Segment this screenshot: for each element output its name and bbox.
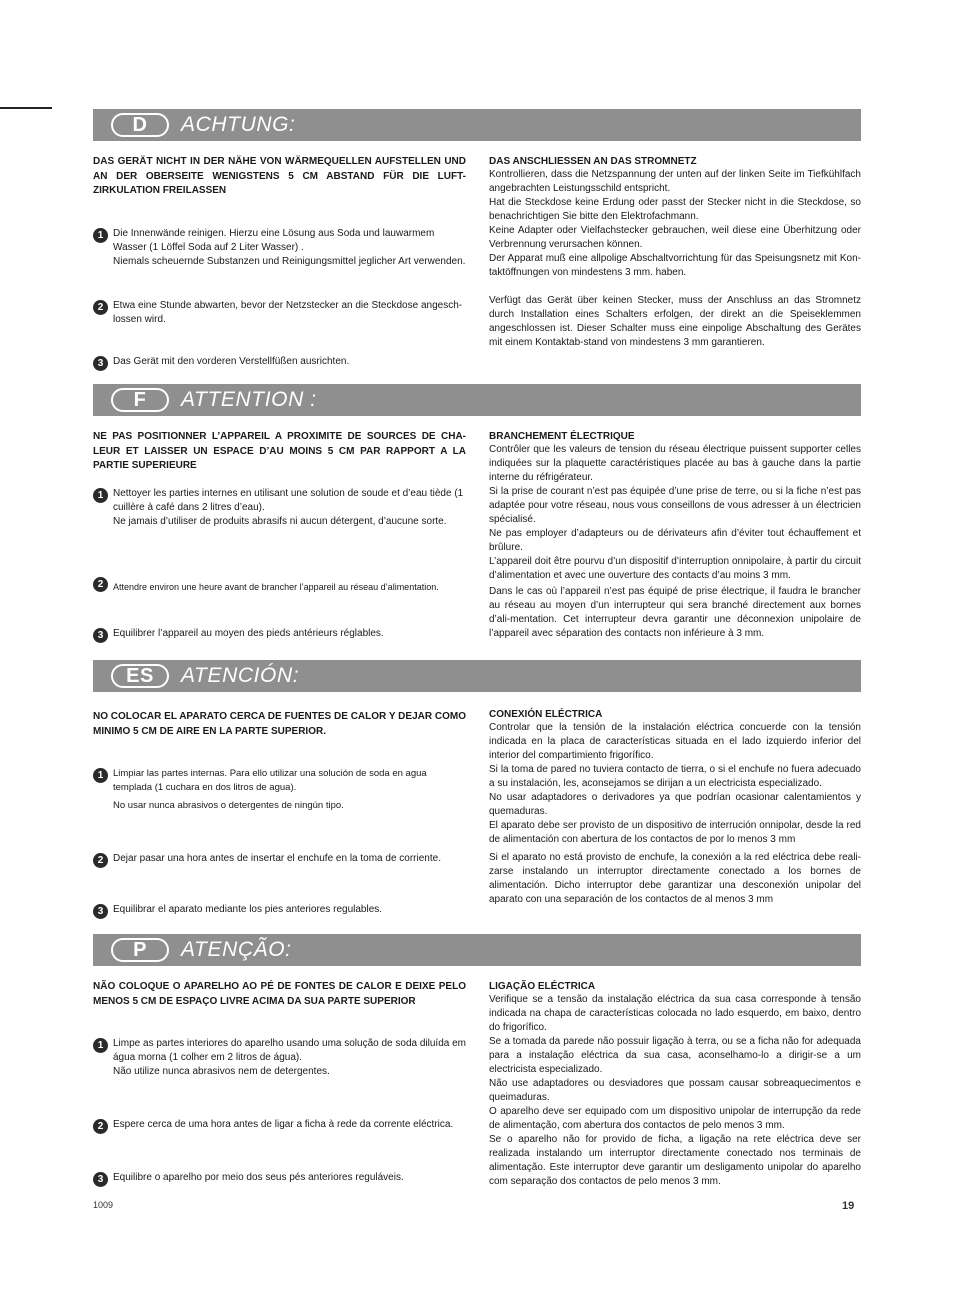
section-header-band	[93, 660, 861, 692]
electrical-paragraph-extra: Se o aparelho não for provido de ficha, a ligação na rete eléctrica deve ser realizada instalando um interruptor directamente conectado nos terminais de alimentação. Este interruptor deve garantir um desligamento unipolar do aparelho com separação dos contactos de pelo menos 3 mm.	[489, 1134, 861, 1187]
step-number: 1	[93, 488, 108, 503]
step-number: 2	[93, 577, 108, 592]
electrical-paragraph-extra: Dans le cas où l’appareil n’est pas équipé de prise électrique, il faudra le brancher au réseau au moyen d’un interrupteur qui sera branché directement aux bornes d’ali-mentation. Cet interrupteur devra garantir une déconnexion unipolaire de l’appareil avec séparation des contacts non inférieure à 3 mm.	[489, 586, 861, 639]
page-number: 19	[842, 1200, 855, 1212]
step-text: Die Innenwände reinigen. Hierzu eine Lösung aus Soda und lauwarmem Wasser (1 Löffel Soda auf 2 Liter Wasser) .	[113, 228, 435, 253]
language-badge: ES	[111, 664, 169, 688]
language-badge: P	[111, 938, 169, 962]
step-text: Etwa eine Stunde abwarten, bevor der Netzstecker an die Steckdose angesch-lossen wird.	[113, 300, 463, 325]
step-text: Espere cerca de uma hora antes de ligar a ficha à rede da corrente eléctrica.	[113, 1119, 454, 1130]
step-2	[93, 852, 466, 866]
electrical-paragraph: Se a tomada da parede não possuir ligação à terra, ou se a ficha não for adequada para a instalação eléctrica da sua casa, aconselhamo-lo a dirigir-se a um electricista especializado.	[489, 1036, 861, 1075]
step-1	[93, 1037, 466, 1079]
step-number: 2	[93, 300, 108, 315]
electrical-paragraph: Der Apparat muß eine allpolige Abschaltvorrichtung für das Speisungsnetz mit Kon-taktöffnungen von mindestens 3 mm. haben.	[489, 253, 861, 278]
lead-warning: DAS GERÄT NICHT IN DER NÄHE VON WÄRMEQUELLEN AUFSTELLEN UND AN DER OBERSEITE WENIGSTENS 5 CM ABSTAND FÜR DIE LUFT-ZIRKULATION FREILASSEN	[93, 156, 466, 196]
electrical-paragraph: Hat die Steckdose keine Erdung oder passt der Stecker nicht in die Steckdose, so benachrichtigen Sie bitte den Elektrofachmann.	[489, 197, 861, 222]
electrical-paragraph: Contrôler que les valeurs de tension du réseau électrique puissent supporter celles indiquées sur la plaquette caractéristiques placée au bas à gauche dans la partie interne du réfrigérateur.	[489, 444, 861, 483]
step-number: 3	[93, 1172, 108, 1187]
step-1	[93, 767, 466, 813]
step-3	[93, 355, 466, 369]
electrical-paragraph: Verifique se a tensão da instalação eléctrica da sua casa corresponde à tensão indicada na chapa de características colocada no lado esquerdo, em baixo, dentro do frigorífico.	[489, 994, 861, 1033]
step-3	[93, 903, 466, 917]
electrical-paragraph: Não use adaptadores ou desviadores que possam causar sobreaquecimentos e queimaduras.	[489, 1078, 861, 1103]
document-code: 1009	[93, 1200, 114, 1210]
section-header-band	[93, 934, 861, 966]
lead-warning: NÃO COLOQUE O APARELHO AO PÉ DE FONTES DE CALOR E DEIXE PELO MENOS 5 CM DE ESPAÇO LIVRE ACIMA DA SUA PARTE SUPERIOR	[93, 981, 466, 1007]
lead-warning: NE PAS POSITIONNER L’APPAREIL A PROXIMITE DE SOURCES DE CHA-LEUR ET LAISSER UN ESPACE D’AU MOINS 5 CM PAR RAPPORT A LA PARTIE SUPERIEURE	[93, 431, 466, 471]
step-number: 3	[93, 356, 108, 371]
corner-rule	[0, 107, 52, 109]
section-title: ATENÇÃO:	[181, 938, 292, 961]
electrical-paragraph-extra: Si el aparato no está provisto de enchufe, la conexión a la red eléctrica debe reali-zarse instalando un interruptor directamente conectado a los bornes de alimentación. Dicho interruptor debe garantizar una desconexión unipolar del aparato con una separación de los contactos de al menos 3 mm	[489, 852, 861, 905]
step-text: Equilibrar el aparato mediante los pies anteriores regulables.	[113, 904, 383, 915]
section-title: ATTENTION :	[181, 388, 317, 411]
electrical-paragraph: No usar adaptadores o derivadores ya que podrían ocasionar calentamientos y quemaduras.	[489, 792, 861, 817]
step-text: Limpe as partes interiores do aparelho usando uma solução de soda diluída em água morna (1 colher em 2 litros de água).	[113, 1038, 466, 1063]
step-text: Attendre environ une heure avant de brancher l’appareil au réseau d’alimentation.	[113, 582, 439, 592]
step-number: 1	[93, 1038, 108, 1053]
language-badge: D	[111, 113, 169, 137]
lead-warning: NO COLOCAR EL APARATO CERCA DE FUENTES DE CALOR Y DEJAR COMO MINIMO 5 CM DE AIRE EN LA PARTE SUPERIOR.	[93, 711, 466, 737]
step-text: Limpiar las partes internas. Para ello utilizar una solución de soda en agua templada (1 cuchara en dos litros de agua).	[113, 768, 427, 793]
section-pt	[93, 934, 861, 1225]
step-text-note: Não utilize nunca abrasivos nem de detergentes.	[113, 1066, 330, 1077]
step-number: 1	[93, 228, 108, 243]
step-2	[93, 299, 466, 327]
section-de	[93, 109, 861, 400]
electrical-paragraph: Keine Adapter oder Vielfachstecker gebrauchen, weil diese eine Überhitzung oder Verbrennung verursachen können.	[489, 225, 861, 250]
step-3	[93, 627, 466, 641]
electrical-heading: BRANCHEMENT ÉLECTRIQUE	[489, 431, 635, 442]
section-header-band	[93, 384, 861, 416]
electrical-paragraph: Ne pas employer d’adapteurs ou de dérivateurs afin d’éviter tout échauffement et brûlure.	[489, 528, 861, 553]
section-es	[93, 660, 861, 955]
section-title: ATENCIÓN:	[181, 664, 300, 687]
electrical-paragraph: El aparato debe ser provisto de un dispositivo de interrución onnipolar, desde la red de alimentación con abertura de los contactos de por lo menos 3 mm	[489, 820, 861, 845]
section-header-band	[93, 109, 861, 141]
step-1	[93, 227, 466, 269]
step-text-note: No usar nunca abrasivos o detergentes de ningún tipo.	[113, 800, 344, 811]
electrical-paragraph: L’appareil doit être pourvu d’un dispositif d’interruption onnipolaire, à partir du circuit d’alimentation et avec une ouverture des contacts d’au moins 3 mm.	[489, 556, 861, 581]
electrical-paragraph: O aparelho deve ser equipado com um dispositivo unipolar de interrupção da rede de alimentação, com abertura dos contactos de pelo menos 3 mm.	[489, 1106, 861, 1131]
step-text: Das Gerät mit den vorderen Verstellfüßen ausrichten.	[113, 356, 350, 367]
step-2	[93, 1118, 466, 1132]
electrical-paragraph: Kontrollieren, dass die Netzspannung der unten auf der linken Seite im Tiefkühlfach angebrachten Leistungsschild entspricht.	[489, 169, 861, 194]
step-text: Equilibrer l’appareil au moyen des pieds antérieurs réglables.	[113, 628, 384, 639]
electrical-paragraph: Si la prise de courant n’est pas équipée d’une prise de terre, ou si la fiche n’est pas adaptée pour votre réseau, nous vous conseillons de vous adresser à un électricien spécialisé.	[489, 486, 861, 525]
step-1	[93, 487, 466, 529]
step-number: 1	[93, 768, 108, 783]
electrical-heading: LIGAÇÃO ELÉCTRICA	[489, 981, 596, 992]
step-number: 3	[93, 904, 108, 919]
step-number: 2	[93, 853, 108, 868]
step-number: 2	[93, 1119, 108, 1134]
step-text-note: Niemals scheuernde Substanzen und Reinigungsmittel jeglicher Art verwenden.	[113, 256, 466, 267]
electrical-heading: CONEXIÓN ELÉCTRICA	[489, 709, 603, 720]
step-3	[93, 1171, 466, 1185]
step-text: Nettoyer les parties internes en utilisant une solution de soude et d’eau tiède (1 cuillère à café dans 2 litres d’eau).	[113, 488, 464, 513]
language-badge: F	[111, 388, 169, 412]
electrical-heading: DAS ANSCHLIESSEN AN DAS STROMNETZ	[489, 156, 697, 167]
step-text-note: Ne jamais d’utiliser de produits abrasifs ni aucun détergent, d’aucune sorte.	[113, 516, 447, 527]
step-text: Dejar pasar una hora antes de insertar el enchufe en la toma de corriente.	[113, 853, 441, 864]
step-2	[93, 576, 466, 594]
electrical-paragraph: Si la toma de pared no tuviera contacto de tierra, o si el enchufe no fuera adecuado a su instalación, les, aconsejamos se dirijan a un electricista especializado.	[489, 764, 861, 789]
electrical-paragraph-extra: Verfügt das Gerät über keinen Stecker, muss der Anschluss an das Stromnetz durch Installation eines Schalters erfolgen, der direkt an die Speiseklemmen angeschlossen ist. Dieser Schalter muss eine einpolige Abschaltung des Gerätes mit einem Kontaktab-stand von mindestens 3 mm garantieren.	[489, 295, 861, 348]
electrical-paragraph: Controlar que la tensión de la instalación eléctrica concuerde con la tensión indicada en la placa de características situada en el lado izquierdo inferior del interior del compartimiento frigorífico.	[489, 722, 861, 761]
step-number: 3	[93, 628, 108, 643]
section-fr	[93, 384, 861, 675]
step-text: Equilibre o aparelho por meio dos seus pés anteriores reguláveis.	[113, 1172, 404, 1183]
section-title: ACHTUNG:	[181, 113, 296, 136]
